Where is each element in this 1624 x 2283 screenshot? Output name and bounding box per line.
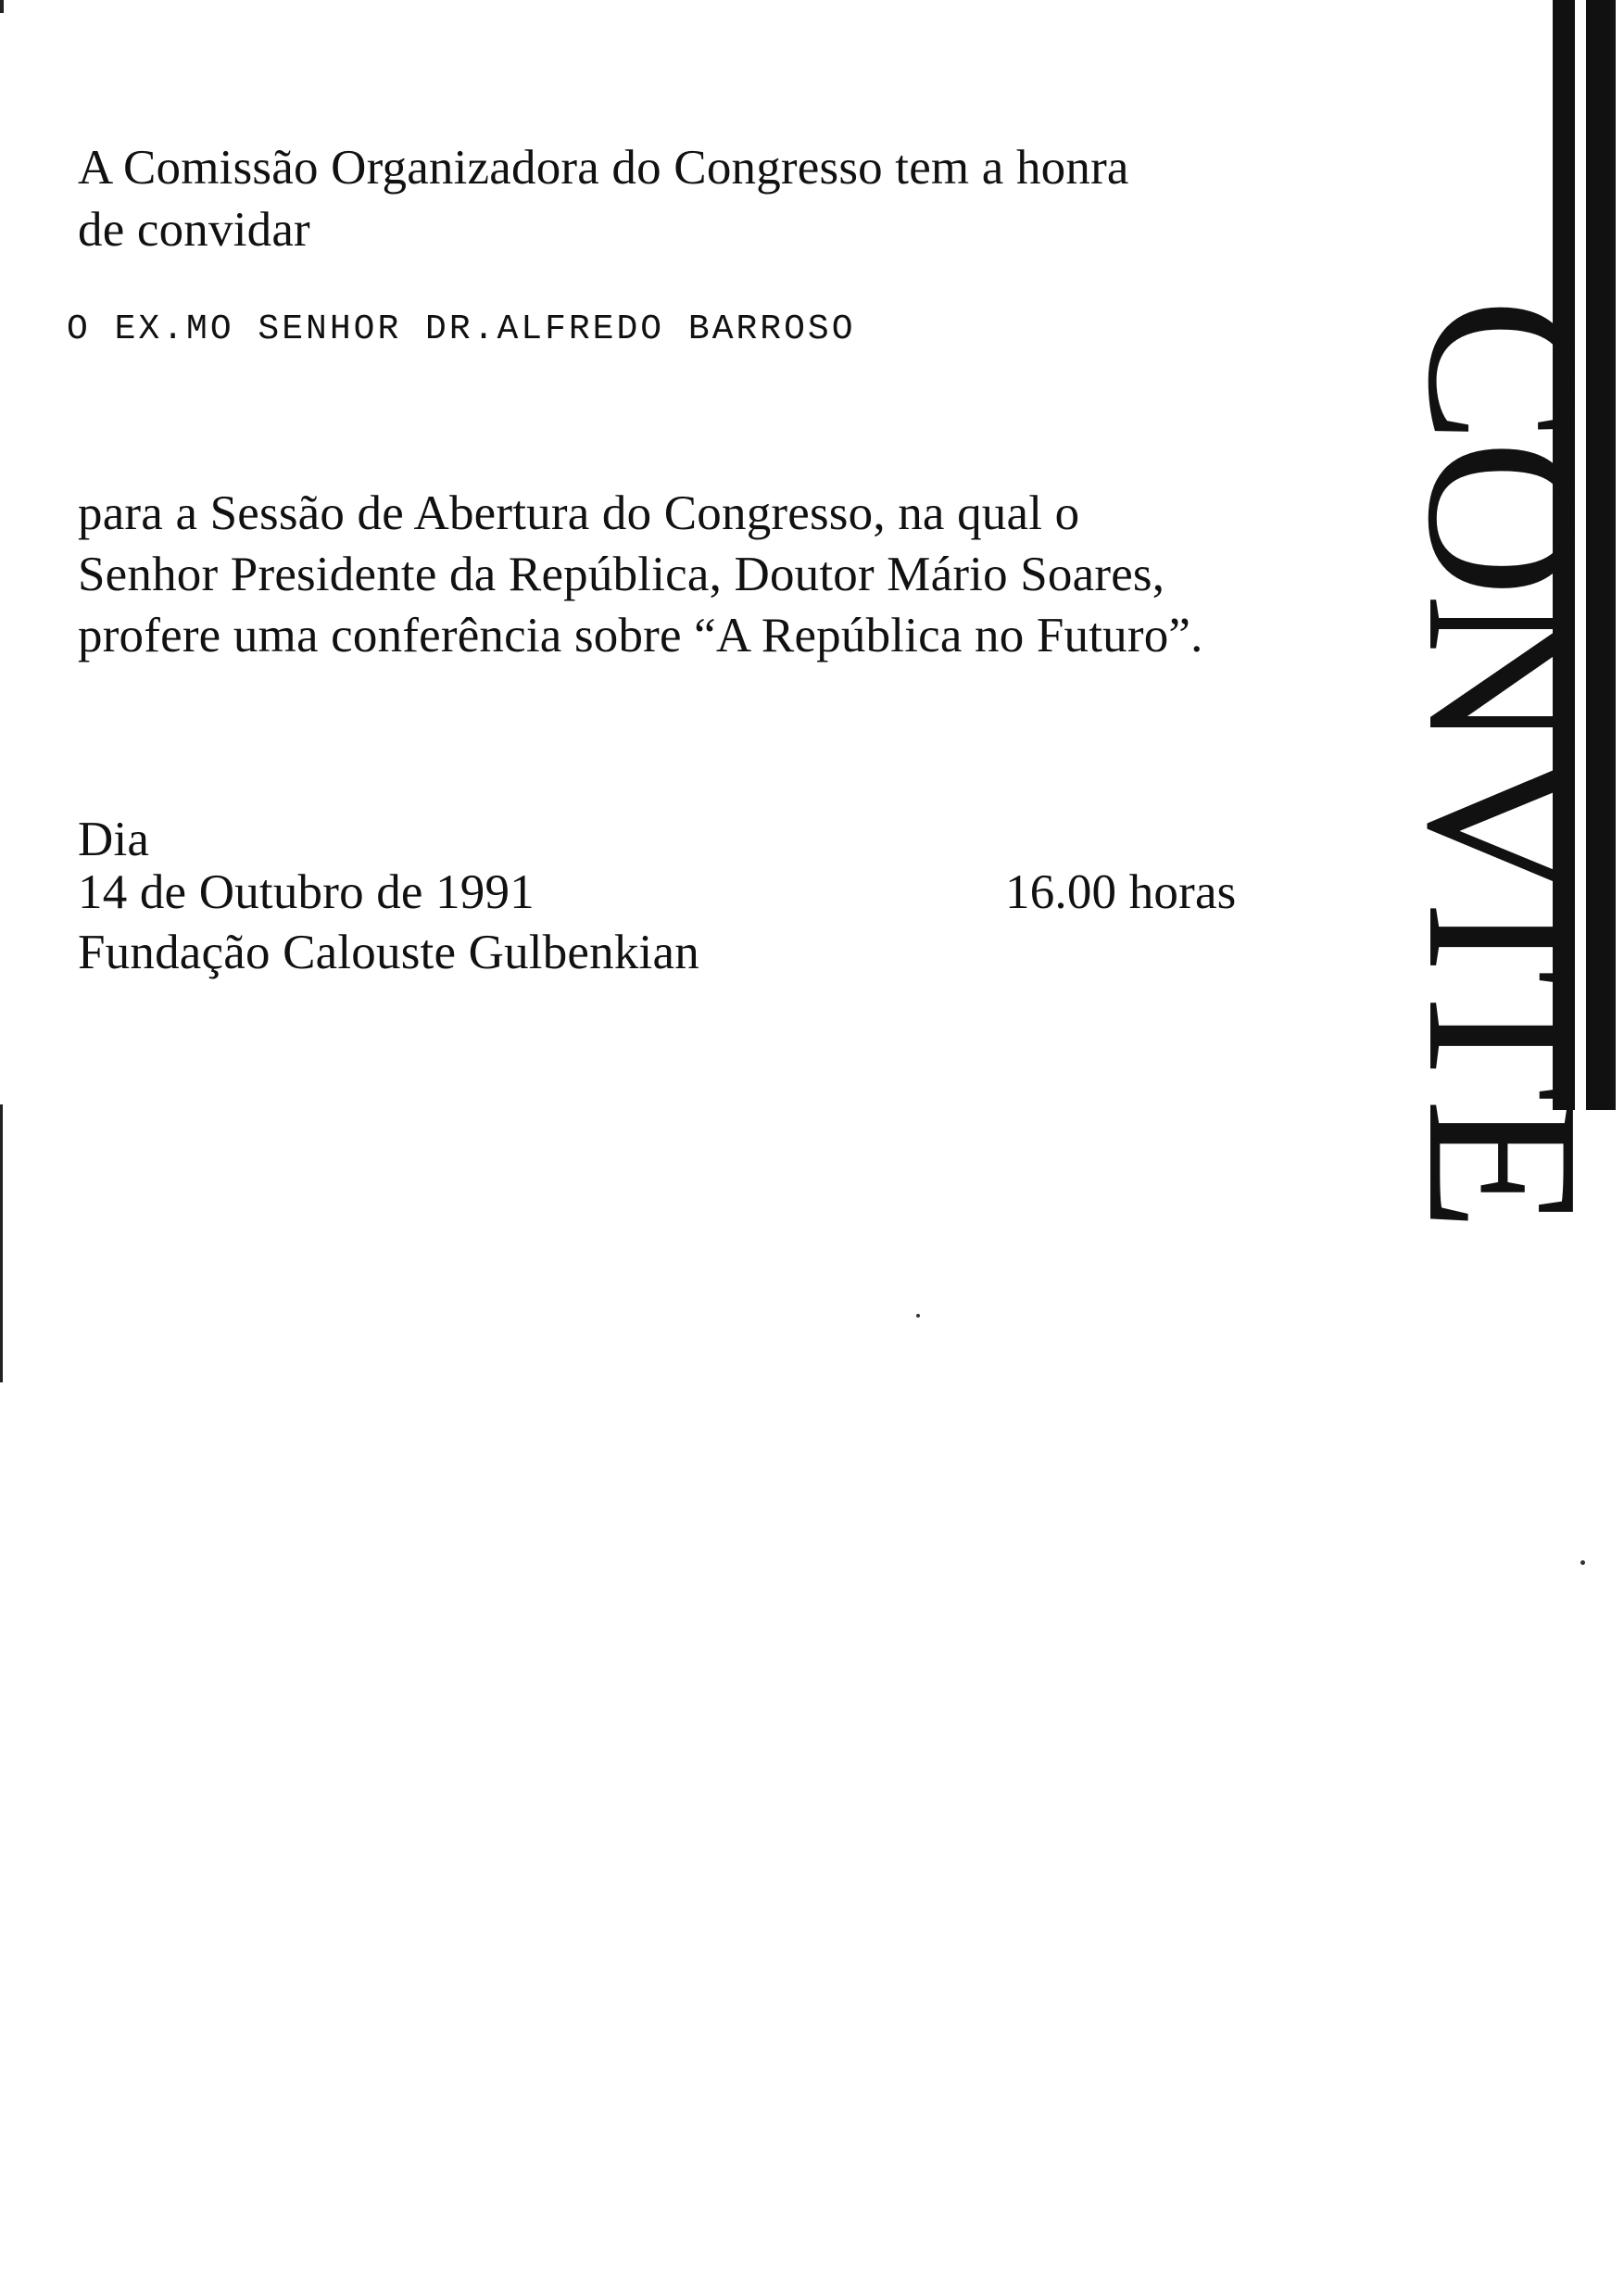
intro-line-2: de convidar: [78, 203, 310, 257]
event-date: 14 de Outubro de 1991: [78, 865, 535, 919]
intro-line-1: A Comissão Organizadora do Congresso tem a honra: [78, 141, 1129, 195]
event-time: 16.00 horas: [1005, 865, 1237, 919]
recipient-name: O EX.MO SENHOR DR.ALFREDO BARROSO: [67, 309, 856, 349]
left-edge-mark: [0, 1104, 3, 1382]
top-left-corner-mark: [0, 0, 4, 13]
event-venue: Fundação Calouste Gulbenkian: [78, 926, 699, 979]
body-line-3: profere uma conferência sobre “A República no Futuro”.: [78, 609, 1203, 662]
convite-wordmark-wrap: [1383, 278, 1624, 1229]
scan-speck: [916, 1314, 920, 1318]
body-line-1: para a Sessão de Abertura do Congresso, na qual o: [78, 486, 1080, 540]
body-line-2: Senhor Presidente da República, Doutor Mário Soares,: [78, 548, 1165, 601]
scan-speck: [1580, 1560, 1585, 1565]
convite-wordmark: CONVITE: [1383, 298, 1624, 1229]
day-label: Dia: [78, 813, 150, 866]
